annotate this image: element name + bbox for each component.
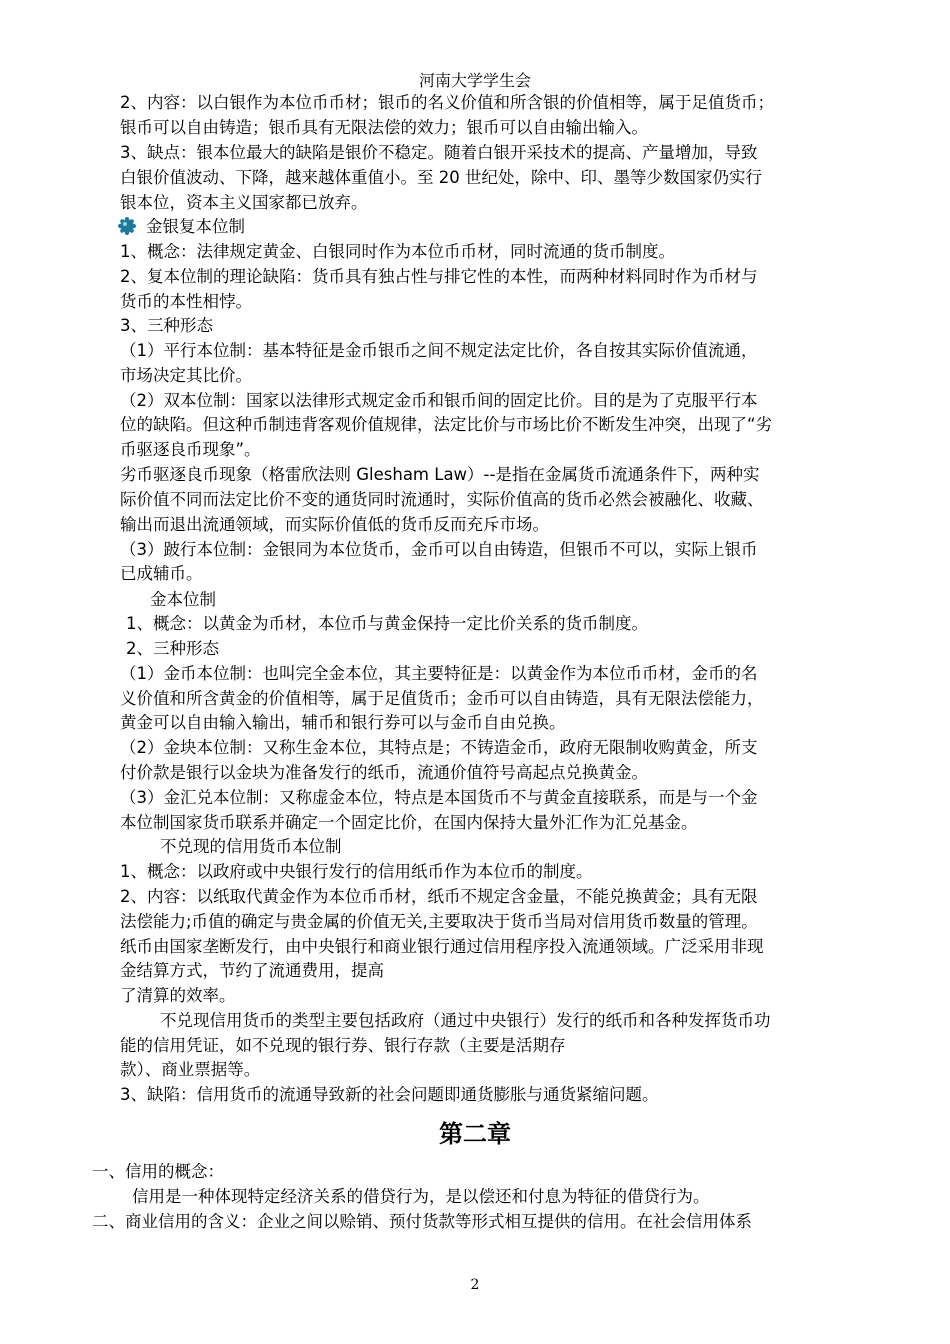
text-line: （1）金币本位制：也叫完全金本位，其主要特征是：以黄金作为本位币币材，金币的名 <box>120 664 758 683</box>
text-line: （3）跛行本位制：金银同为本位货币，金币可以自由铸造，但银币不可以，实际上银币 <box>120 540 758 559</box>
text-line: 信用是一种体现特定经济关系的借贷行为，是以偿还和付息为特征的借贷行为。 <box>132 1187 710 1206</box>
text-line: 3、缺点：银本位最大的缺陷是银价不稳定。随着白银开采技术的提高、产量增加，导致 <box>120 143 758 162</box>
page-number: 2 <box>470 1277 480 1293</box>
text-line: 1、概念：法律规定黄金、白银同时作为本位币币材，同时流通的货币制度。 <box>120 242 675 261</box>
text-line: 币驱逐良币现象”。 <box>120 440 261 459</box>
text-line: 2、复本位制的理论缺陷：货币具有独占性与排它性的本性，而两种材料同时作为币材与 <box>120 267 758 286</box>
section-heading: 不兑现的信用货币本位制 <box>160 837 342 856</box>
text-line: 黄金可以自由输入输出，辅币和银行券可以与金币自由兑换。 <box>120 713 566 732</box>
text-line: 2、三种形态 <box>126 639 219 658</box>
text-line: 2、内容：以白银作为本位币币材；银币的名义价值和所含银的价值相等，属于足值货币； <box>120 93 774 112</box>
text-line: （3）金汇兑本位制：又称虚金本位，特点是本国货币不与黄金直接联系，而是与一个金 <box>120 788 758 807</box>
text-line: 劣币驱逐良币现象（格雷欣法则 Glesham Law）--是指在金属货币流通条件下，两种实 <box>120 465 760 484</box>
text-line: 银币可以自由铸造；银币具有无限法偿的效力；银币可以自由输出输入。 <box>120 118 648 137</box>
text-line: 1、概念：以政府或中央银行发行的信用纸币作为本位币的制度。 <box>120 862 593 881</box>
text-line: 白银价值波动、下降，越来越体重值小。至 20 世纪处，除中、印、墨等少数国家仍实行 <box>120 168 762 187</box>
text-line: （2）双本位制：国家以法律形式规定金币和银币间的固定比价。目的是为了克服平行本 <box>120 391 758 410</box>
text-line: 际价值不同而法定比价不变的通货同时流通时，实际价值高的货币必然会被融化、收藏、 <box>120 490 764 509</box>
text-line: 市场决定其比价。 <box>120 366 252 385</box>
text-line: 金结算方式，节约了流通费用，提高 <box>120 961 384 980</box>
text-line: 银本位，资本主义国家都已放弃。 <box>120 193 368 212</box>
text-line: 1、概念：以黄金为币材，本位币与黄金保持一定比价关系的货币制度。 <box>126 614 648 633</box>
text-line: 款）、商业票据等。 <box>120 1060 261 1079</box>
text-line: 法偿能力;币值的确定与贵金属的价值无关,主要取决于货币当局对信用货币数量的管理。 <box>120 912 758 931</box>
text-line: 义价值和所含黄金的价值相等，属于足值货币；金币可以自由铸造，具有无限法偿能力， <box>120 689 764 708</box>
chapter-title: 第二章 <box>439 1120 511 1148</box>
text-line: 3、三种形态 <box>120 316 213 335</box>
text-line: 位的缺陷。但这种币制违背客观价值规律，法定比价与市场比价不断发生冲突，出现了“劣 <box>120 415 773 434</box>
text-line: 本位制国家货币联系并确定一个固定比价，在国内保持大量外汇作为汇兑基金。 <box>120 813 698 832</box>
text-line: 3、缺陷：信用货币的流通导致新的社会问题即通货膨胀与通货紧缩问题。 <box>120 1085 659 1104</box>
text-line: 了清算的效率。 <box>120 986 236 1005</box>
text-line: （1）平行本位制：基本特征是金币银币之间不规定法定比价，各自按其实际价值流通， <box>120 341 758 360</box>
text-line: 付价款是银行以金块为准备发行的纸币，流通价值符号高起点兑换黄金。 <box>120 763 648 782</box>
gear-bullet-icon <box>118 217 136 235</box>
text-line: 已成辅币。 <box>120 564 203 583</box>
text-line: 货币的本性相悖。 <box>120 292 252 311</box>
section-heading: 一、信用的概念： <box>92 1162 224 1181</box>
section-heading: 二、商业信用的含义：企业之间以赊销、预付货款等形式相互提供的信用。在社会信用体系 <box>92 1212 752 1231</box>
page-header: 河南大学学生会 <box>418 71 531 90</box>
text-line: 纸币由国家垄断发行，由中央银行和商业银行通过信用程序投入流通领域。广泛采用非现 <box>120 937 764 956</box>
text-line: 能的信用凭证，如不兑现的银行券、银行存款（主要是活期存 <box>120 1036 566 1055</box>
text-line: 不兑现信用货币的类型主要包括政府（通过中央银行）发行的纸币和各种发挥货币功 <box>160 1011 771 1030</box>
section-heading: 金本位制 <box>150 590 216 609</box>
text-line: 2、内容：以纸取代黄金作为本位币币材，纸币不规定含金量，不能兑换黄金；具有无限 <box>120 887 758 906</box>
text-line: 输出而退出流通领域，而实际价值低的货币反而充斥市场。 <box>120 515 549 534</box>
section-heading: 金银复本位制 <box>146 217 245 236</box>
text-line: （2）金块本位制：又称生金本位，其特点是；不铸造金币，政府无限制收购黄金，所支 <box>120 738 758 757</box>
